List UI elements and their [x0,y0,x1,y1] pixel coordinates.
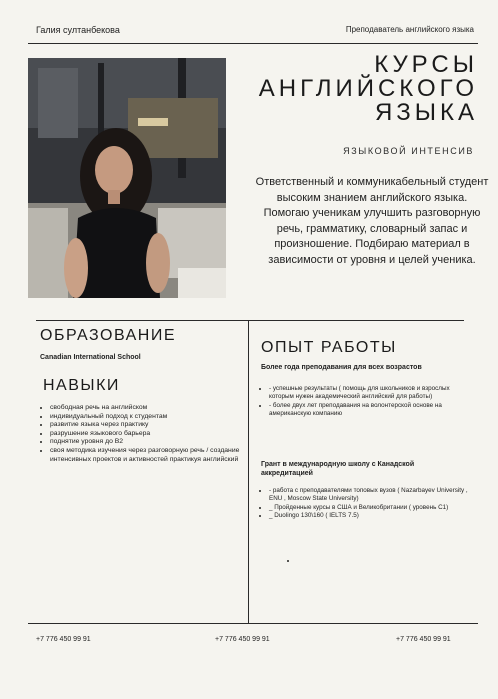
experience-item: • - работа с преподавателями топовых вузов ( Nazarbayev University , ENU , Moscow State University) [269,487,475,504]
skill-item: • поднятие уровня до B2 [50,438,246,447]
column-divider [248,320,249,624]
skill-item: • своя методика изучения через разговорную речь / создание интенсивных проектов и активностей практикуя английский [50,447,246,464]
experience-heading: ОПЫТ РАБОТЫ [261,339,397,356]
education-heading: ОБРАЗОВАНИЕ [40,327,177,344]
skill-item: • индивидуальный подход к студентам [50,413,246,422]
experience-item: • - более двух лет преподавания на волонтерской основе на американскую компанию [269,402,475,419]
teacher-name: Галия султанбекова [36,25,120,35]
experience-block1-heading: Более года преподавания для всех возрастов [261,364,422,371]
experience-block2-list [256,487,475,521]
about-text: Ответственный и коммуникабельный студент высоким знанием английского языка. Помогаю ученикам улучшить разговорную речь, грамматику, словарный запас и произношение. Подбираю материал в зависимости от уровня и целей ученика. [255,176,489,266]
experience-block1-list [256,385,475,418]
skills-list [36,404,246,464]
course-title-line2: АНГЛИЙСКОГО [258,75,478,102]
course-title-line1: КУРСЫ [374,51,478,78]
skill-item: • свободная речь на английском [50,404,246,413]
section-divider [36,320,464,321]
footer-phone-left: +7 776 450 99 91 [36,636,91,643]
skills-heading: НАВЫКИ [43,377,120,394]
experience-block2-heading: Грант в международную школу с Канадской аккредитацией [261,461,415,477]
experience-item: • - успешные результаты ( помощь для школьников и взрослых которым нужен академический английский для работы) [269,385,475,402]
header-divider [28,43,478,44]
experience-item: • _ Пройденные курсы в США и Великобритании ( уровень C1) [269,504,475,512]
experience-item: • _ Duolingo 130\160 ( IELTS 7.5) [269,512,475,520]
education-school: Canadian International School [40,354,141,361]
stray-dot [287,560,289,562]
course-title-line3: ЯЗЫКА [374,99,478,126]
teacher-photo [28,58,226,298]
footer-divider [28,623,478,624]
skill-item: • разрушение языкового барьера [50,430,246,439]
course-title [238,53,478,125]
footer-phone-center: +7 776 450 99 91 [215,636,270,643]
course-subtitle: ЯЗЫКОВОЙ ИНТЕНСИВ [343,146,474,156]
teacher-role: Преподаватель английского языка [345,25,474,34]
footer-phone-right: +7 776 450 99 91 [396,636,451,643]
skill-item: • развитие языка через практику [50,421,246,430]
